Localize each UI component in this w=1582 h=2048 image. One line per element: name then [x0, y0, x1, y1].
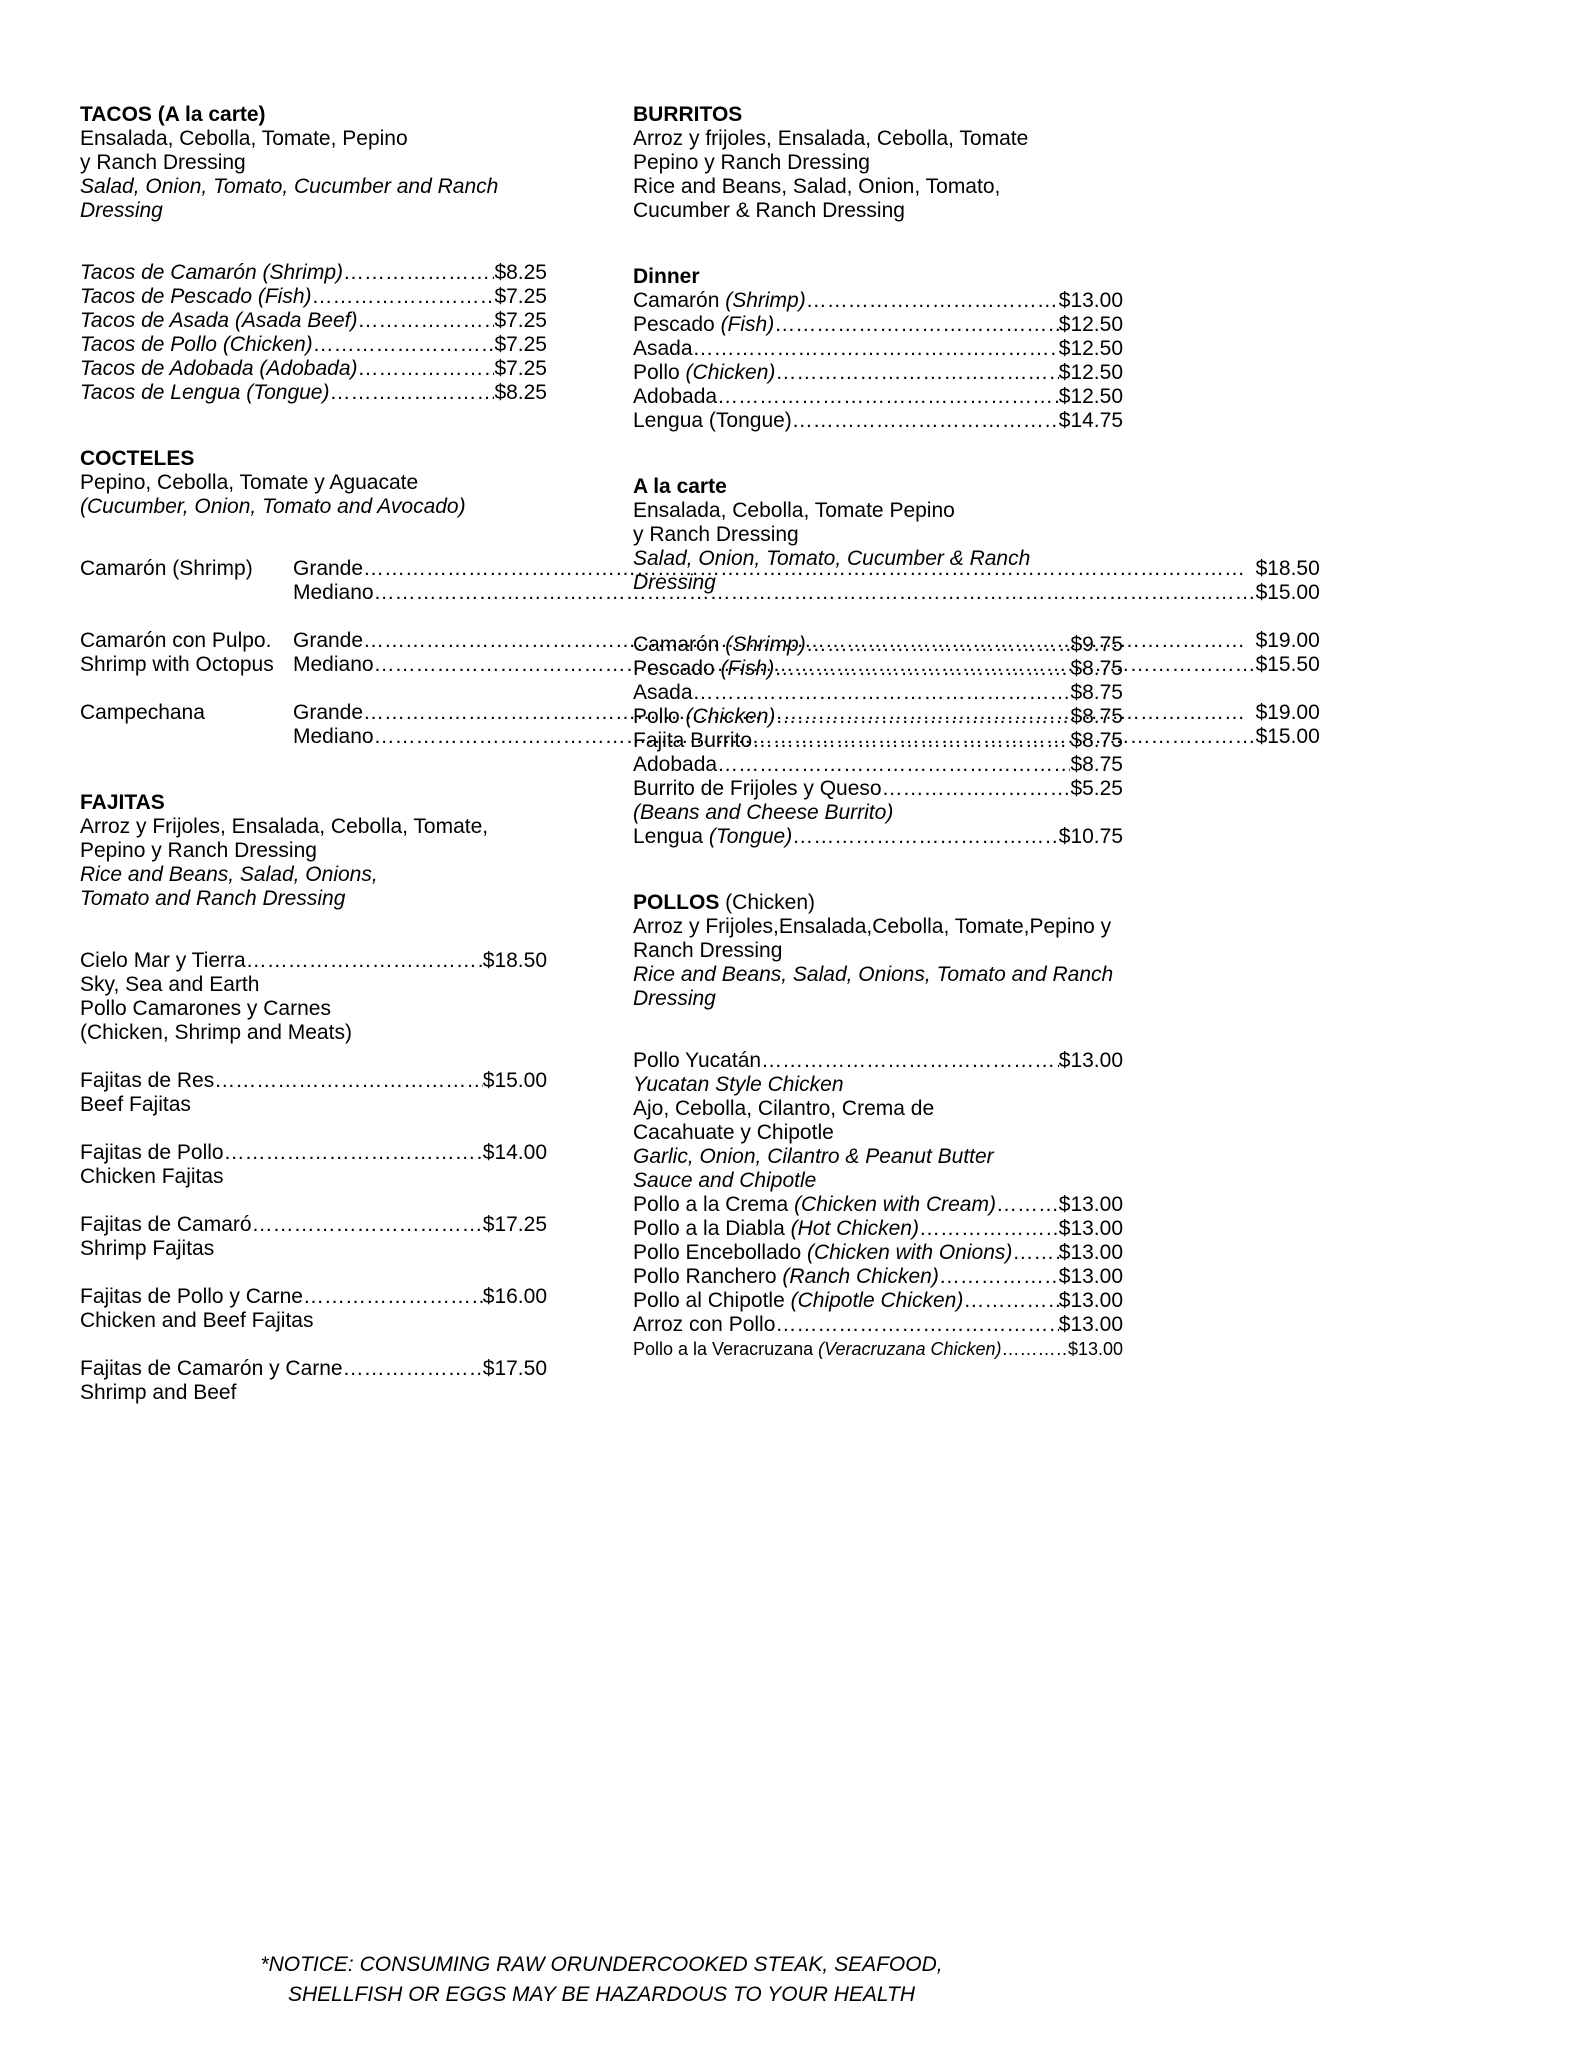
dot-leader	[775, 361, 1058, 385]
item-name: Tacos de Adobada (Adobada)	[80, 357, 358, 380]
item-subline: Ajo, Cebolla, Cilantro, Crema de	[633, 1097, 935, 1120]
size-price: $19.00	[1255, 629, 1320, 652]
item-price: $13.00	[1058, 1049, 1123, 1072]
dot-leader	[246, 949, 483, 973]
item-note: (Chicken with Cream)	[788, 1193, 996, 1216]
dot-leader	[214, 1069, 483, 1093]
menu-item	[633, 633, 1123, 657]
item-price: $7.25	[494, 357, 547, 380]
menu-item	[633, 1289, 1123, 1313]
dot-leader	[329, 381, 494, 405]
item-price: $5.25	[1070, 777, 1123, 800]
item-subline: Beef Fajitas	[80, 1093, 191, 1116]
menu-section-dinner	[633, 265, 1123, 433]
section-title-text: TACOS (A la carte)	[80, 103, 266, 126]
dot-leader	[792, 825, 1059, 849]
menu-column-right	[633, 103, 1123, 1447]
section-description-line: Arroz y Frijoles,Ensalada,Cebolla, Tomate,Pepino y	[633, 915, 1112, 938]
section-title-text: COCTELES	[80, 447, 195, 470]
item-name: Cielo Mar y Tierra	[80, 949, 246, 972]
item-subline: Cacahuate y Chipotle	[633, 1121, 834, 1144]
section-description-line: Tomato and Ranch Dressing	[80, 887, 346, 910]
item-price: $8.75	[1070, 705, 1123, 728]
item-price: $18.50	[482, 949, 547, 972]
item-subline: Yucatan Style Chicken	[633, 1073, 844, 1096]
dot-leader	[775, 705, 1070, 729]
section-title-text: A la carte	[633, 475, 727, 498]
dot-leader	[761, 1049, 1059, 1073]
menu-item	[633, 409, 1123, 433]
section-title-text: FAJITAS	[80, 791, 165, 814]
section-description-line: Ranch Dressing	[633, 939, 783, 962]
item-price: $17.50	[482, 1357, 547, 1380]
section-description-line: Ensalada, Cebolla, Tomate Pepino	[633, 499, 955, 522]
dot-leader	[774, 313, 1059, 337]
size-label: Mediano	[293, 653, 374, 676]
item-price: $8.75	[1070, 753, 1123, 776]
item-subline: Shrimp and Beef	[80, 1381, 237, 1404]
section-description-line: Dressing	[633, 987, 716, 1010]
size-label: Mediano	[293, 725, 374, 748]
item-name: Arroz con Pollo	[633, 1313, 776, 1336]
item-price: $13.00	[1058, 1241, 1123, 1264]
dot-leader	[1002, 1337, 1068, 1361]
item-note: (Chipotle Chicken)	[784, 1289, 964, 1312]
item-price: $10.75	[1058, 825, 1123, 848]
item-subline: Chicken and Beef Fajitas	[80, 1309, 314, 1332]
item-subline: Garlic, Onion, Cilantro & Peanut Butter	[633, 1145, 994, 1168]
menu-item	[633, 777, 1123, 801]
size-price: $18.50	[1255, 557, 1320, 580]
menu-item	[633, 361, 1123, 385]
size-label: Grande	[293, 557, 364, 580]
dot-leader	[717, 385, 1059, 409]
item-price: $9.75	[1070, 633, 1123, 656]
dot-leader	[343, 1357, 483, 1381]
menu-item	[633, 1217, 1123, 1241]
item-name: Lengua	[633, 825, 704, 848]
menu-item	[80, 261, 547, 285]
menu-item	[80, 357, 547, 381]
menu-section-a-la-carte	[633, 475, 1123, 849]
item-price: $13.00	[1058, 289, 1123, 312]
item-subline: (Beans and Cheese Burrito)	[633, 801, 894, 824]
menu-item	[633, 1049, 1123, 1073]
item-name: Tacos de Lengua (Tongue)	[80, 381, 330, 404]
dot-leader	[717, 753, 1070, 777]
menu-section-burritos	[633, 103, 1123, 223]
dot-leader	[312, 285, 495, 309]
item-price: $13.00	[1067, 1339, 1123, 1359]
item-note: (Shrimp)	[719, 289, 806, 312]
group-name: Campechana	[80, 701, 205, 724]
item-subline: Sauce and Chipotle	[633, 1169, 817, 1192]
section-title	[80, 791, 547, 815]
dot-leader	[313, 333, 495, 357]
item-price: $7.25	[494, 285, 547, 308]
size-label: Grande	[293, 629, 364, 652]
item-note: (Fish)	[714, 313, 775, 336]
item-price: $12.50	[1058, 337, 1123, 360]
item-name: Fajitas de Pollo	[80, 1141, 224, 1164]
section-title	[80, 447, 547, 471]
item-list	[633, 633, 1123, 849]
menu-item	[633, 313, 1123, 337]
menu-item	[633, 1193, 1123, 1217]
item-price: $14.75	[1058, 409, 1123, 432]
section-title-text: BURRITOS	[633, 103, 743, 126]
item-list	[80, 949, 547, 1405]
item-name: Fajita Burrito	[633, 729, 753, 752]
size-price: $15.00	[1255, 725, 1320, 748]
item-name: Fajitas de Camaró	[80, 1213, 252, 1236]
section-description-line: Salad, Onion, Tomato, Cucumber and Ranch	[80, 175, 499, 198]
dot-leader	[806, 633, 1071, 657]
dot-leader	[806, 289, 1059, 313]
section-description-line: Rice and Beans, Salad, Onion, Tomato,	[633, 175, 1001, 198]
item-name: Adobada	[633, 753, 718, 776]
item-price: $12.50	[1058, 361, 1123, 384]
menu-item	[80, 333, 547, 357]
item-subline: (Chicken, Shrimp and Meats)	[80, 1021, 352, 1044]
item-name: Pollo Yucatán	[633, 1049, 762, 1072]
section-description-line: y Ranch Dressing	[80, 151, 246, 174]
item-price: $13.00	[1058, 1217, 1123, 1240]
item-name: Lengua (Tongue)	[633, 409, 792, 432]
item-note: (Chicken with Onions)	[801, 1241, 1013, 1264]
menu-item	[633, 753, 1123, 777]
notice-footer	[80, 1950, 1123, 2010]
group-name: Camarón con Pulpo.	[80, 629, 272, 652]
item-note: (Chicken)	[679, 705, 776, 728]
section-title	[633, 265, 1123, 289]
item-price: $17.25	[482, 1213, 547, 1236]
dot-leader	[693, 681, 1071, 705]
dot-leader	[882, 777, 1071, 801]
menu-item	[633, 825, 1123, 849]
item-price: $15.00	[482, 1069, 547, 1092]
menu-item	[80, 1069, 547, 1093]
item-name: Fajitas de Res	[80, 1069, 215, 1092]
item-price: $7.25	[494, 333, 547, 356]
menu-item	[633, 337, 1123, 361]
section-title	[80, 103, 547, 127]
menu-section-fajitas	[80, 791, 547, 1405]
menu-item	[633, 1265, 1123, 1289]
item-note: (Veracruzana Chicken)	[813, 1339, 1002, 1359]
section-description-line: Arroz y frijoles, Ensalada, Cebolla, Tomate	[633, 127, 1029, 150]
item-subline: Shrimp Fajitas	[80, 1237, 215, 1260]
section-description-line: Pepino y Ranch Dressing	[633, 151, 870, 174]
item-note: (Tongue)	[703, 825, 793, 848]
dot-leader	[792, 409, 1059, 433]
item-name: Camarón	[633, 289, 720, 312]
item-subline: Chicken Fajitas	[80, 1165, 224, 1188]
size-price: $19.00	[1255, 701, 1320, 724]
menu-item	[633, 1313, 1123, 1337]
section-description-line: Ensalada, Cebolla, Tomate, Pepino	[80, 127, 408, 150]
item-note: (Shrimp)	[719, 633, 806, 656]
menu-item	[633, 681, 1123, 705]
item-name: Pollo al Chipotle	[633, 1289, 785, 1312]
section-description-line: Pepino, Cebolla, Tomate y Aguacate	[80, 471, 419, 494]
menu-item	[633, 705, 1123, 729]
item-list	[633, 289, 1123, 433]
menu-section-pollos	[633, 891, 1123, 1361]
section-title-text: POLLOS	[633, 891, 720, 914]
item-price: $12.50	[1058, 385, 1123, 408]
dot-leader	[693, 337, 1059, 361]
item-name: Pollo a la Veracruzana	[633, 1339, 814, 1359]
menu-item	[633, 729, 1123, 753]
item-name: Burrito de Frijoles y Queso	[633, 777, 882, 800]
item-note: (Chicken)	[679, 361, 776, 384]
menu-item	[80, 1213, 547, 1237]
item-price: $7.25	[494, 309, 547, 332]
dot-leader	[358, 357, 495, 381]
item-name: Pollo a la Diabla	[633, 1217, 785, 1240]
menu-item	[633, 289, 1123, 313]
notice-line-1: *NOTICE: CONSUMING RAW ORUNDERCOOKED STEAK, SEAFOOD,	[260, 1953, 943, 1976]
item-name: Asada	[633, 337, 693, 360]
dot-leader	[343, 261, 494, 285]
item-name: Adobada	[633, 385, 718, 408]
item-note: (Hot Chicken)	[784, 1217, 919, 1240]
item-list	[633, 1049, 1123, 1361]
item-price: $13.00	[1058, 1313, 1123, 1336]
section-description-line: Rice and Beans, Salad, Onions,	[80, 863, 378, 886]
dot-leader	[752, 729, 1070, 753]
item-subline: Sky, Sea and Earth	[80, 973, 260, 996]
item-list	[80, 261, 547, 405]
menu-item	[80, 1357, 547, 1381]
item-name: Pescado	[633, 657, 715, 680]
menu-item	[80, 309, 547, 333]
dot-leader	[774, 657, 1070, 681]
item-name: Fajitas de Pollo y Carne	[80, 1285, 303, 1308]
menu-item	[80, 1285, 547, 1309]
menu-section-tacos-a-la-carte	[80, 103, 547, 405]
item-name: Tacos de Asada (Asada Beef)	[80, 309, 358, 332]
section-title	[633, 891, 1123, 915]
section-description-line: Cucumber & Ranch Dressing	[633, 199, 905, 222]
section-title-text: Dinner	[633, 265, 700, 288]
item-name: Tacos de Pescado (Fish)	[80, 285, 312, 308]
section-title-note: (Chicken)	[719, 891, 816, 914]
menu-item	[80, 949, 547, 973]
dot-leader	[963, 1289, 1058, 1313]
dot-leader	[1012, 1241, 1058, 1265]
size-label: Mediano	[293, 581, 374, 604]
menu-item	[633, 385, 1123, 409]
item-price: $13.00	[1058, 1265, 1123, 1288]
item-name: Pollo a la Crema	[633, 1193, 789, 1216]
menu-item	[633, 657, 1123, 681]
item-price: $16.00	[482, 1285, 547, 1308]
section-description-line: Arroz y Frijoles, Ensalada, Cebolla, Tomate,	[80, 815, 489, 838]
dot-leader	[357, 309, 494, 333]
item-name: Pollo Encebollado	[633, 1241, 802, 1264]
group-name-block	[80, 557, 293, 581]
item-name: Fajitas de Camarón y Carne	[80, 1357, 343, 1380]
size-price: $15.50	[1255, 653, 1320, 676]
section-title	[633, 475, 1123, 499]
item-price: $8.25	[494, 261, 547, 284]
size-price: $15.00	[1255, 581, 1320, 604]
item-price: $8.75	[1070, 681, 1123, 704]
menu-content	[80, 103, 1320, 1447]
dot-leader	[303, 1285, 483, 1309]
group-name-block	[80, 629, 293, 677]
item-price: $13.00	[1058, 1289, 1123, 1312]
item-name: Asada	[633, 681, 693, 704]
section-description-line: Dressing	[633, 571, 716, 594]
size-label: Grande	[293, 701, 364, 724]
item-name: Pollo	[633, 361, 680, 384]
dot-leader	[919, 1217, 1059, 1241]
menu-item	[633, 1241, 1123, 1265]
section-description-line: Dressing	[80, 199, 163, 222]
section-description-line: (Cucumber, Onion, Tomato and Avocado)	[80, 495, 466, 518]
item-note: (Fish)	[714, 657, 775, 680]
menu-item	[80, 1141, 547, 1165]
item-price: $8.25	[494, 381, 547, 404]
item-subline: Pollo Camarones y Carnes	[80, 997, 331, 1020]
dot-leader	[252, 1213, 483, 1237]
section-description-line: Rice and Beans, Salad, Onions, Tomato and Ranch	[633, 963, 1114, 986]
item-name: Pollo	[633, 705, 680, 728]
dot-leader	[224, 1141, 483, 1165]
item-name: Camarón	[633, 633, 720, 656]
section-title	[633, 103, 1123, 127]
menu-item	[80, 285, 547, 309]
item-price: $8.75	[1070, 729, 1123, 752]
group-subname: Shrimp with Octopus	[80, 653, 274, 676]
dot-leader	[939, 1265, 1059, 1289]
group-name: Camarón (Shrimp)	[80, 557, 253, 580]
item-price: $12.50	[1058, 313, 1123, 336]
dot-leader	[775, 1313, 1058, 1337]
item-name: Pescado	[633, 313, 715, 336]
notice-line-2: SHELLFISH OR EGGS MAY BE HAZARDOUS TO YOUR HEALTH	[287, 1983, 916, 2006]
item-note: (Ranch Chicken)	[776, 1265, 939, 1288]
item-price: $8.75	[1070, 657, 1123, 680]
menu-item	[633, 1337, 1123, 1361]
item-price: $13.00	[1058, 1193, 1123, 1216]
item-name: Tacos de Camarón (Shrimp)	[80, 261, 343, 284]
group-name-block	[80, 701, 293, 725]
section-description-line: Salad, Onion, Tomato, Cucumber & Ranch	[633, 547, 1031, 570]
menu-item	[80, 381, 547, 405]
section-description-line: y Ranch Dressing	[633, 523, 799, 546]
item-name: Pollo Ranchero	[633, 1265, 777, 1288]
item-price: $14.00	[482, 1141, 547, 1164]
item-name: Tacos de Pollo (Chicken)	[80, 333, 313, 356]
dot-leader	[996, 1193, 1059, 1217]
section-description-line: Pepino y Ranch Dressing	[80, 839, 317, 862]
